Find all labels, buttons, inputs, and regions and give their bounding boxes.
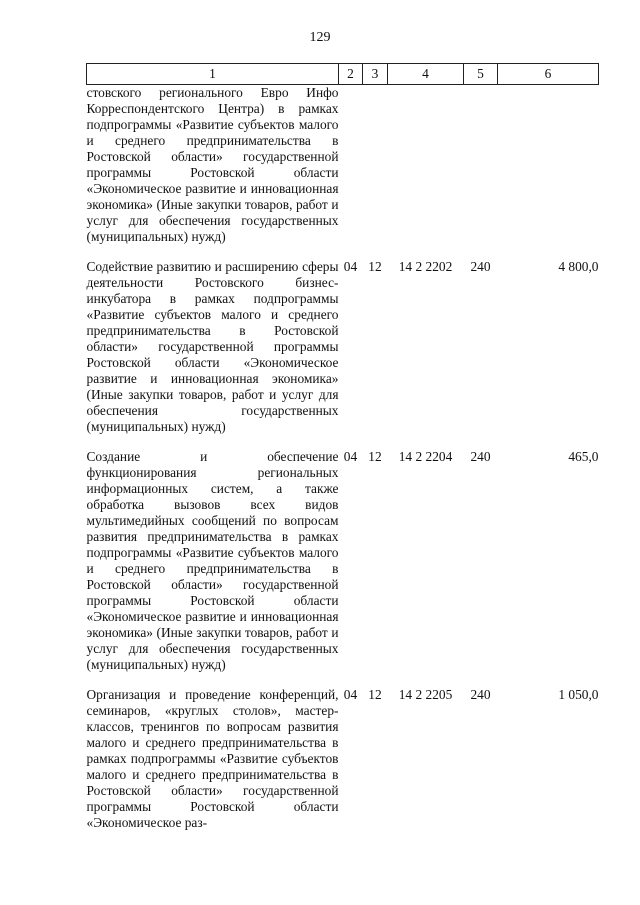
header-col-5: 5 [464, 64, 498, 85]
header-col-1: 1 [87, 64, 339, 85]
row-amount: 465,0 [568, 449, 599, 464]
table-body [87, 85, 599, 832]
row-expense-type: 240 [470, 449, 491, 464]
table-row [87, 85, 599, 246]
row-amount: 4 800,0 [558, 259, 599, 274]
row-expense-type: 240 [470, 259, 491, 274]
row-section: 04 [343, 687, 358, 702]
row-subsection: 12 [368, 687, 382, 702]
row-spacer [87, 435, 599, 449]
row-subsection [363, 85, 388, 246]
row-subsection: 12 [368, 259, 382, 274]
page-number: 129 [309, 30, 331, 45]
row-target-article: 14 2 2205 [398, 687, 453, 702]
row-expense-type: 240 [470, 687, 491, 702]
row-amount: 1 050,0 [558, 687, 599, 702]
row-description: Организация и проведение конференций, семинаров, «круглых столов», мастер-классов, тренингов по вопросам развития малого и среднего предпринимательства в рамках подпрограммы «Развитие субъектов малого и среднего предпринимательства в Ростовской области» государственной программы Ростовской области «Экономическое раз- [86, 687, 339, 830]
table-row [87, 687, 599, 831]
row-target-article: 14 2 2204 [398, 449, 453, 464]
row-section: 04 [343, 259, 358, 274]
row-target-article: 14 2 2202 [398, 259, 453, 274]
table-row [87, 259, 599, 435]
row-subsection: 12 [368, 449, 382, 464]
row-section: 04 [343, 449, 358, 464]
header-col-4: 4 [388, 64, 464, 85]
row-spacer [87, 673, 599, 687]
header-col-3: 3 [363, 64, 388, 85]
row-expense-type [464, 85, 498, 246]
table-header [87, 64, 599, 85]
row-description: Создание и обеспечение функционирования региональных информационных систем, а также обработка вызовов всех видов мультимедийных сообщений по вопросам развития предпринимательства в рамках подпрограммы «Развитие субъектов малого и среднего предпринимательства в Ростовской области» государственной программы Ростовской области «Экономическое развитие и инновационная экономика» (Иные закупки товаров, работ и услуг для обеспечения государственных (муниципальных) нужд) [86, 449, 339, 672]
header-col-2: 2 [339, 64, 363, 85]
row-description: Содействие развитию и расширению сферы деятельности Ростовского бизнес-инкубатора в рамках подпрограммы «Развитие субъектов малого и среднего предпринимательства в Ростовской области» государственной программы Ростовской области «Экономическое развитие и инновационная экономика» (Иные закупки товаров, работ и услуг для обеспечения государственных (муниципальных) нужд) [86, 259, 339, 434]
row-target-article [388, 85, 464, 246]
row-spacer [87, 245, 599, 259]
table-row [87, 449, 599, 673]
row-description: стовского регионального Евро Инфо Корреспондентского Центра) в рамках подпрограммы «Развитие субъектов малого и среднего предпринимательства в Ростовской области» государственной программы Ростовской области «Экономическое развитие и инновационная экономика» (Иные закупки товаров, работ и услуг для обеспечения государственных (муниципальных) нужд) [86, 85, 339, 244]
budget-table [86, 63, 599, 831]
header-col-6: 6 [498, 64, 599, 85]
row-section [339, 85, 363, 246]
header-row [87, 64, 599, 85]
row-amount [498, 85, 599, 246]
